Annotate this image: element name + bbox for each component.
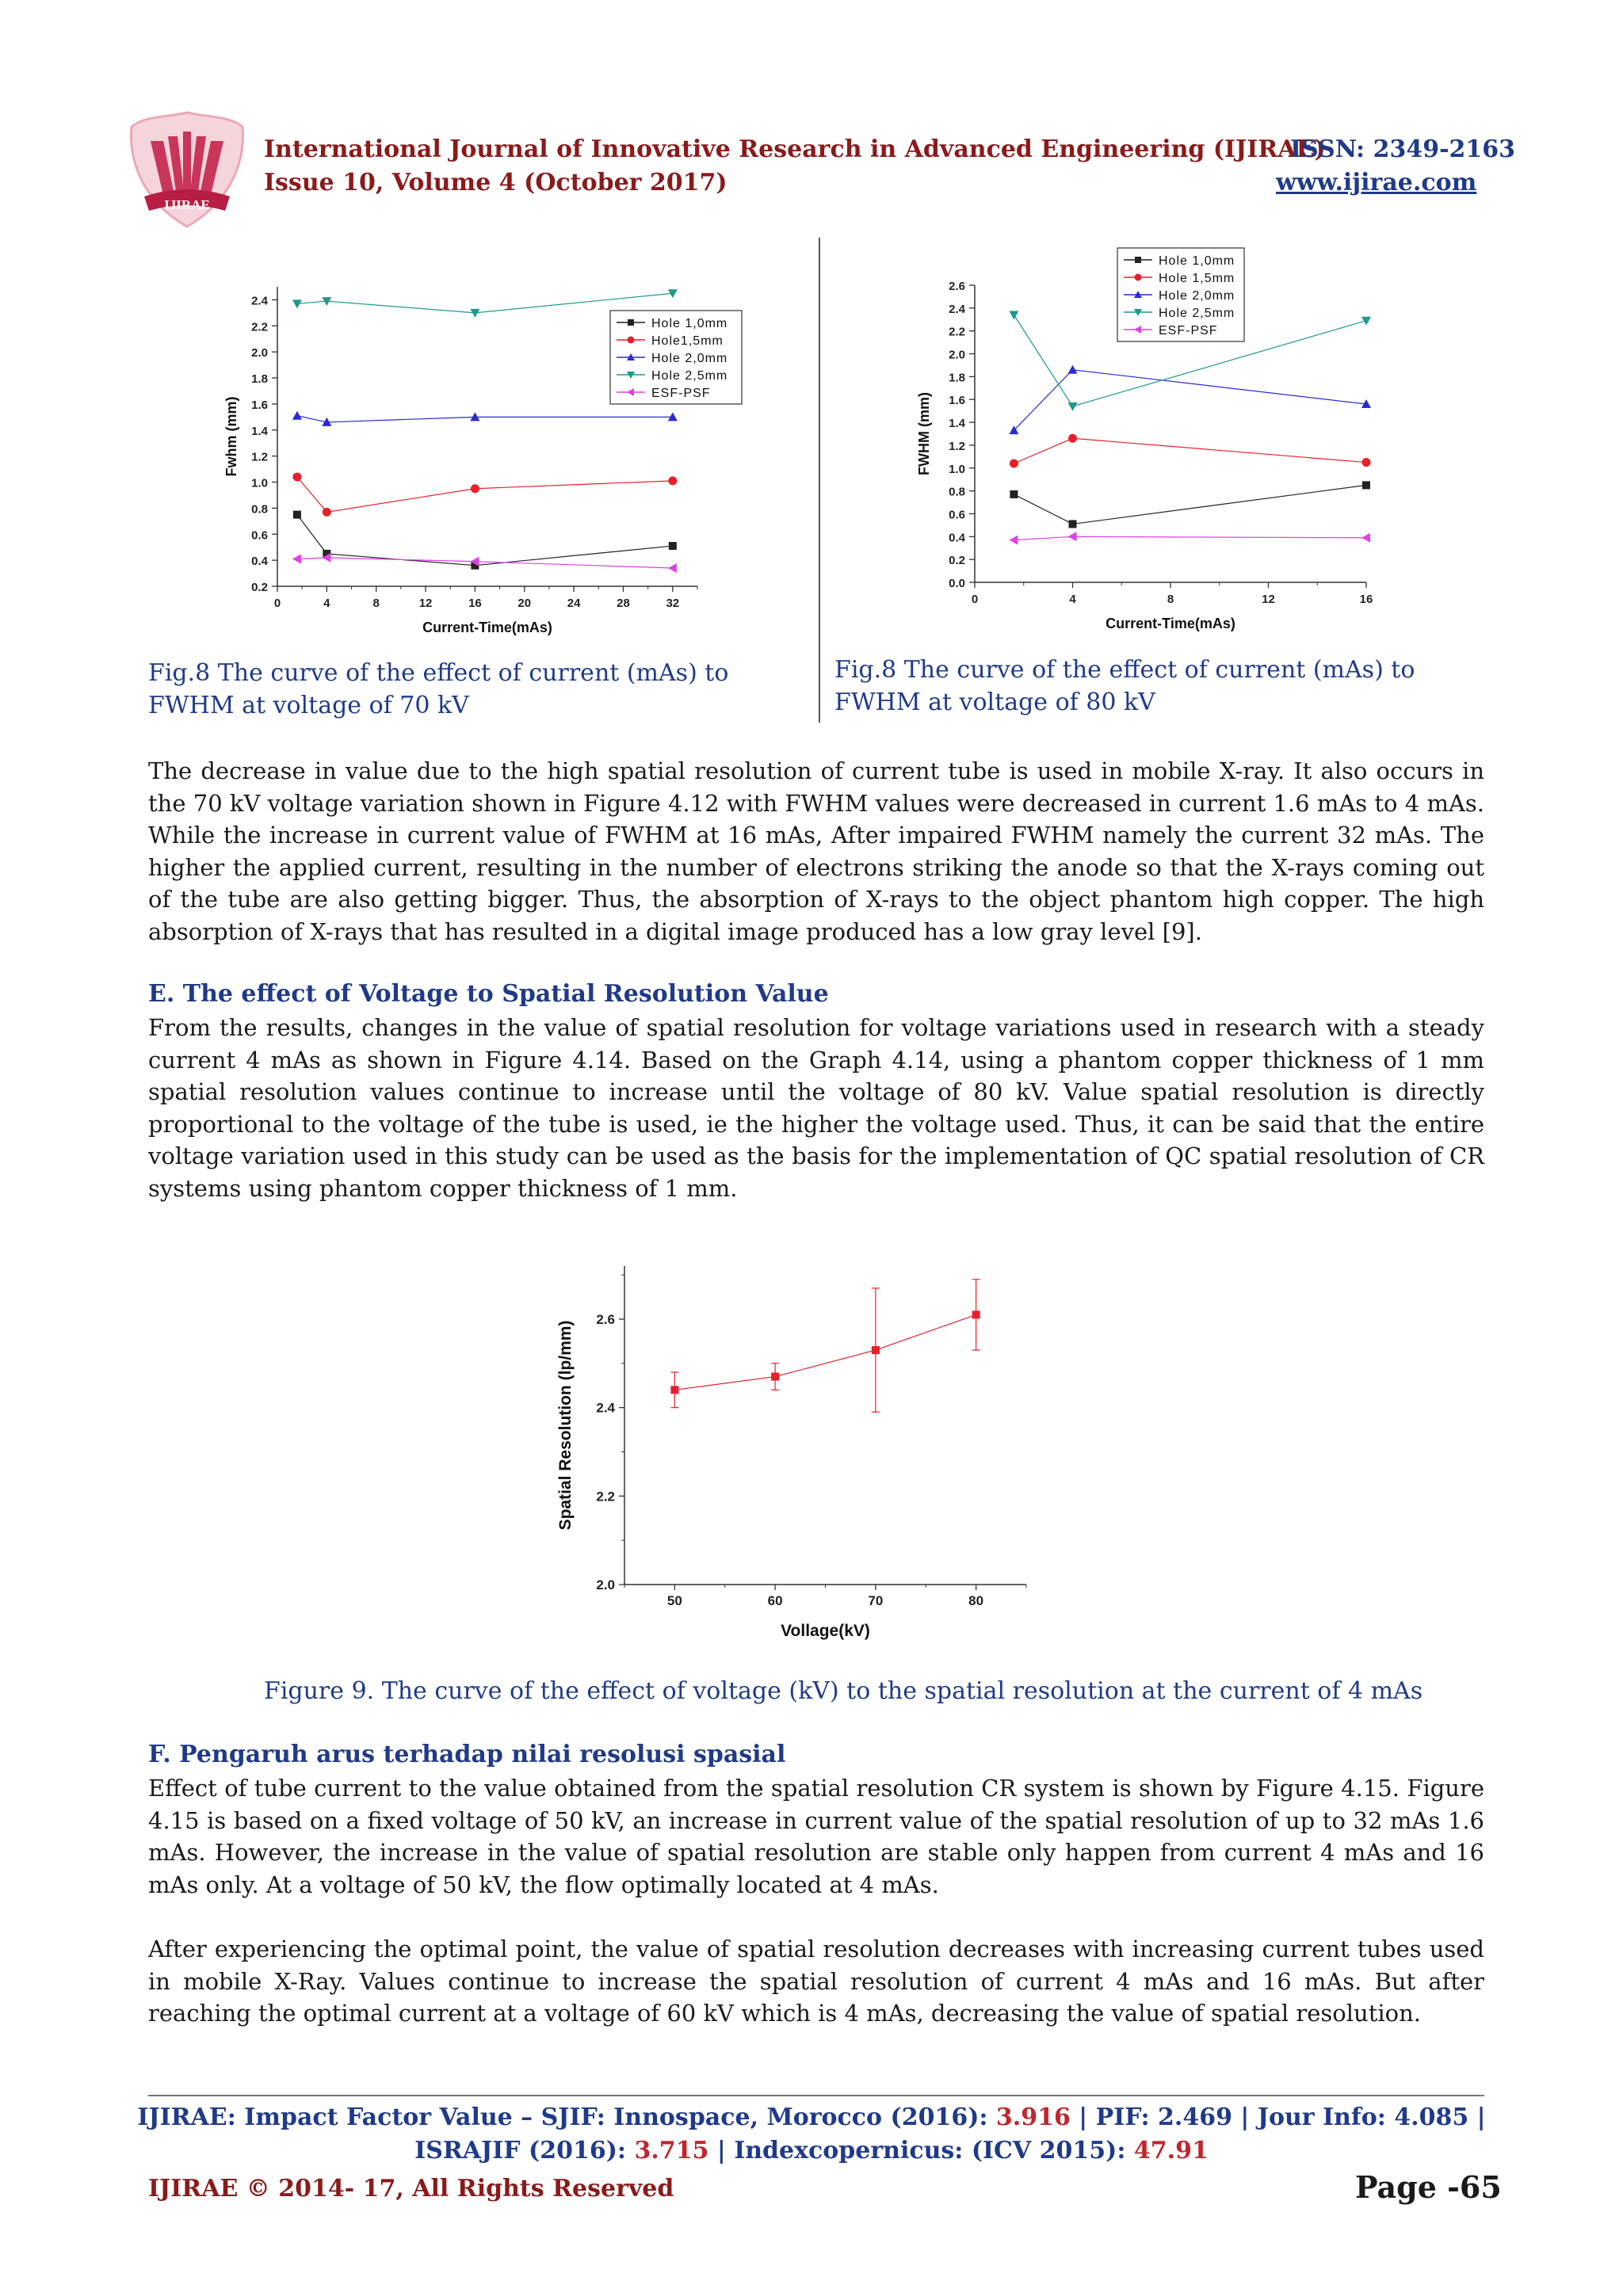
x-tick-label: 20 — [517, 597, 532, 610]
data-point — [292, 472, 301, 481]
data-point — [1010, 460, 1018, 468]
issue-info: Issue 10, Volume 4 (October 2017) — [264, 169, 727, 196]
section-heading-f: F. Pengaruh arus terhadap nilai resolusi spasial — [148, 1741, 786, 1768]
website-link[interactable]: www.ijirae.com — [1276, 169, 1477, 196]
data-point — [1362, 481, 1370, 489]
legend-label: Hole 1,0mm — [1159, 254, 1235, 268]
legend-marker — [1135, 274, 1142, 281]
data-point — [1010, 490, 1018, 498]
x-axis-label: Current-Time(mAs) — [1106, 616, 1235, 631]
footer-sjif-label: IJIRAE: Impact Factor Value – SJIF: Innospace, Morocco (2016): — [137, 2103, 996, 2131]
y-tick-label: 1.2 — [949, 439, 965, 453]
footer-icv-label: | Indexcopernicus: (ICV 2015): — [708, 2137, 1134, 2164]
logo-text: IJIRAE — [164, 197, 210, 212]
legend-label: Hole 2,5mm — [651, 369, 728, 383]
paragraph-1: The decrease in value due to the high spatial resolution of current tube is used in mobile X-ray. It also occurs in the 70 kV voltage variation shown in Figure 4.12 with FWHM values were decreased in current 1.6 mAs to 4 mAs. While the increase in current value of FWHM at 16 mAs, After impaired FWHM namely the current 32 mAs. The higher the applied current, resulting in the number of electrons striking the anode so that the X-rays coming out of the tube are also getting bigger. Thus, the absorption of X-rays to the object phantom high copper. The high absorption of X-rays that has resulted in a digital image produced has a low gray level [9]. — [148, 757, 1484, 945]
y-tick-label: 0.2 — [949, 554, 965, 568]
y-tick-label: 1.0 — [251, 476, 268, 490]
fig9-caption: Figure 9. The curve of the effect of voltage (kV) to the spatial resolution at the current of 4 mAs — [264, 1677, 1423, 1705]
legend-label: Hole 2,0mm — [1159, 289, 1235, 303]
footer-impact-line-1 — [0, 2103, 1623, 2131]
data-point — [668, 563, 677, 573]
footer-copyright: IJIRAE © 2014- 17, All Rights Reserved — [148, 2175, 674, 2203]
legend-label: Hole 2,0mm — [651, 352, 728, 365]
paragraph-3: Effect of tube current to the value obtained from the spatial resolution CR system is shown by Figure 4.15. Figure 4.15 is based on a fixed voltage of 50 kV, an increase in current value of the spatial resolution of up to 32 mAs 1.6 mAs. However, the increase in the value of spatial resolution are stable only happen from current 4 mAs and 16 mAs only. At a voltage of 50 kV, the flow optimally located at 4 mAs. — [148, 1775, 1484, 1898]
spatial-resolution-chart — [555, 1252, 1062, 1664]
y-tick-label: 0.4 — [251, 555, 268, 569]
x-tick-label: 0 — [971, 593, 979, 606]
legend-label: ESF-PSF — [1159, 324, 1218, 338]
data-point — [1009, 311, 1018, 320]
x-tick-label: 60 — [767, 1593, 783, 1608]
data-point — [293, 511, 301, 519]
data-point — [1068, 434, 1077, 443]
x-tick-label: 32 — [666, 597, 680, 610]
footer-icv-value: 47.91 — [1133, 2137, 1209, 2164]
x-tick-label: 4 — [323, 597, 330, 610]
x-tick-label: 80 — [968, 1593, 984, 1608]
paragraph-2: From the results, changes in the value of spatial resolution for voltage variations used in research with a steady current 4 mAs as shown in Figure 4.14. Based on the Graph 4.14, using a phantom copper thickness of 1 mm spatial resolution values continue to increase until the voltage of 80 kV. Value spatial resolution is directly proportional to the voltage of the tube is used, ie the higher the voltage used. Thus, it can be said that the entire voltage variation used in this study can be used as the basis for the implementation of QC spatial resolution of CR systems using phantom copper thickness of 1 mm. — [148, 1014, 1484, 1202]
y-tick-label: 0.8 — [949, 485, 965, 499]
issn: ISSN: 2349-2163 — [1290, 135, 1516, 163]
footer-sjif-value: 3.916 — [995, 2103, 1071, 2131]
journal-title: International Journal of Innovative Research in Advanced Engineering (IJIRAE) — [264, 135, 1326, 163]
data-point — [972, 1310, 980, 1318]
y-tick-label: 2.0 — [251, 346, 268, 360]
y-tick-label: 2.0 — [949, 348, 965, 362]
y-tick-label: 2.2 — [251, 320, 268, 334]
series-line-3 — [297, 416, 673, 422]
x-tick-label: 70 — [868, 1593, 884, 1608]
series-line-1 — [1014, 485, 1366, 524]
series-line-5 — [1014, 536, 1366, 540]
y-axis-label: Spatial Resolution (lp/mm) — [556, 1320, 575, 1531]
legend-label: Hole1,5mm — [651, 334, 724, 348]
legend-marker — [1135, 257, 1141, 263]
y-tick-label: 0.2 — [251, 581, 268, 594]
page-number: Page -65 — [1355, 2169, 1502, 2205]
y-tick-label: 2.6 — [596, 1312, 615, 1327]
y-tick-label: 2.4 — [251, 294, 268, 308]
data-point — [668, 476, 677, 485]
y-tick-label: 1.4 — [251, 424, 268, 438]
data-point — [1362, 458, 1371, 467]
x-tick-label: 50 — [666, 1593, 682, 1608]
y-tick-label: 0.4 — [949, 531, 965, 545]
legend-label: Hole 1,5mm — [1159, 272, 1235, 285]
legend-marker — [628, 319, 634, 326]
series-line-2 — [1014, 438, 1366, 463]
y-tick-label: 2.2 — [949, 325, 965, 339]
x-tick-label: 16 — [1359, 593, 1373, 606]
section-heading-e: E. The effect of Voltage to Spatial Resolution Value — [148, 980, 829, 1008]
data-point — [1361, 533, 1370, 543]
y-tick-label: 0.0 — [949, 577, 965, 590]
footer-israjif-value: 3.715 — [634, 2137, 709, 2164]
data-point — [292, 299, 302, 308]
series-line-1 — [297, 515, 673, 566]
data-point — [292, 554, 301, 563]
y-tick-label: 1.2 — [251, 450, 268, 464]
series-line-2 — [297, 477, 673, 512]
x-tick-label: 24 — [567, 597, 581, 610]
legend-marker — [628, 337, 635, 344]
journal-logo — [127, 109, 247, 230]
data-point — [1068, 402, 1078, 411]
data-point — [670, 1386, 678, 1394]
data-point — [771, 1373, 779, 1381]
y-tick-label: 0.6 — [949, 508, 965, 522]
data-point — [292, 411, 302, 420]
x-axis-label: Vollage(kV) — [781, 1622, 870, 1640]
footer-rule — [148, 2095, 1484, 2096]
y-tick-label: 2.4 — [596, 1400, 615, 1416]
x-tick-label: 12 — [1262, 593, 1275, 606]
data-point — [1009, 536, 1018, 545]
y-tick-label: 2.2 — [596, 1489, 615, 1505]
series-line-1 — [674, 1314, 976, 1390]
legend-label: Hole 1,0mm — [651, 317, 728, 330]
legend-label: ESF-PSF — [651, 387, 711, 400]
data-point — [1069, 520, 1077, 528]
data-point — [1361, 317, 1371, 326]
y-tick-label: 1.6 — [949, 394, 965, 408]
paragraph-4: After experiencing the optimal point, the value of spatial resolution decreases with increasing current tubes used in mobile X-Ray. Values continue to increase the spatial resolution of current 4 mAs and 16 mAs. But after reaching the optimal current at a voltage of 60 kV which is 4 mAs, decreasing the value of spatial resolution. — [148, 1936, 1484, 2027]
data-point — [669, 542, 677, 550]
y-tick-label: 0.8 — [251, 502, 268, 517]
data-point — [1068, 532, 1077, 541]
series-line-3 — [1014, 370, 1366, 430]
x-tick-label: 0 — [273, 597, 281, 610]
y-axis-label: Fwhm (mm) — [223, 396, 239, 477]
data-point — [323, 508, 331, 517]
y-tick-label: 0.6 — [251, 528, 268, 543]
figure-separator — [819, 238, 820, 723]
x-tick-label: 16 — [468, 597, 482, 610]
fig8b-caption: Fig.8 The curve of the effect of current (mAs) to FWHM at voltage of 80 kV — [834, 656, 1415, 716]
y-tick-label: 2.0 — [596, 1577, 615, 1592]
footer-pif-jourinfo: | PIF: 2.469 | Jour Info: 4.085 | — [1070, 2103, 1486, 2131]
data-point — [470, 309, 479, 318]
x-tick-label: 12 — [418, 597, 433, 610]
series-line-5 — [297, 558, 673, 568]
footer-israjif-label: ISRAJIF (2016): — [414, 2137, 635, 2164]
y-tick-label: 1.8 — [949, 371, 965, 385]
fwhm-70kv-chart — [223, 269, 728, 650]
fwhm-80kv-chart — [911, 242, 1387, 646]
y-tick-label: 2.4 — [949, 302, 965, 316]
y-tick-label: 1.4 — [949, 417, 965, 431]
data-point — [471, 484, 479, 493]
x-tick-label: 8 — [372, 597, 380, 610]
fig8a-caption: Fig.8 The curve of the effect of current (mAs) to FWHM at voltage of 70 kV — [148, 659, 729, 719]
data-point — [1068, 365, 1078, 374]
y-tick-label: 1.8 — [251, 372, 268, 387]
x-axis-label: Current-Time(mAs) — [422, 620, 552, 635]
legend-label: Hole 2,5mm — [1159, 307, 1235, 320]
y-tick-label: 1.0 — [949, 462, 965, 476]
footer-impact-line-2 — [0, 2137, 1623, 2164]
y-tick-label: 1.6 — [251, 398, 268, 412]
y-axis-label: FWHM (mm) — [916, 392, 932, 475]
series-line-4 — [297, 293, 673, 313]
x-tick-label: 8 — [1167, 593, 1174, 606]
x-tick-label: 28 — [617, 597, 630, 610]
data-point — [872, 1346, 880, 1354]
x-tick-label: 4 — [1069, 593, 1076, 606]
y-tick-label: 2.6 — [949, 280, 965, 293]
